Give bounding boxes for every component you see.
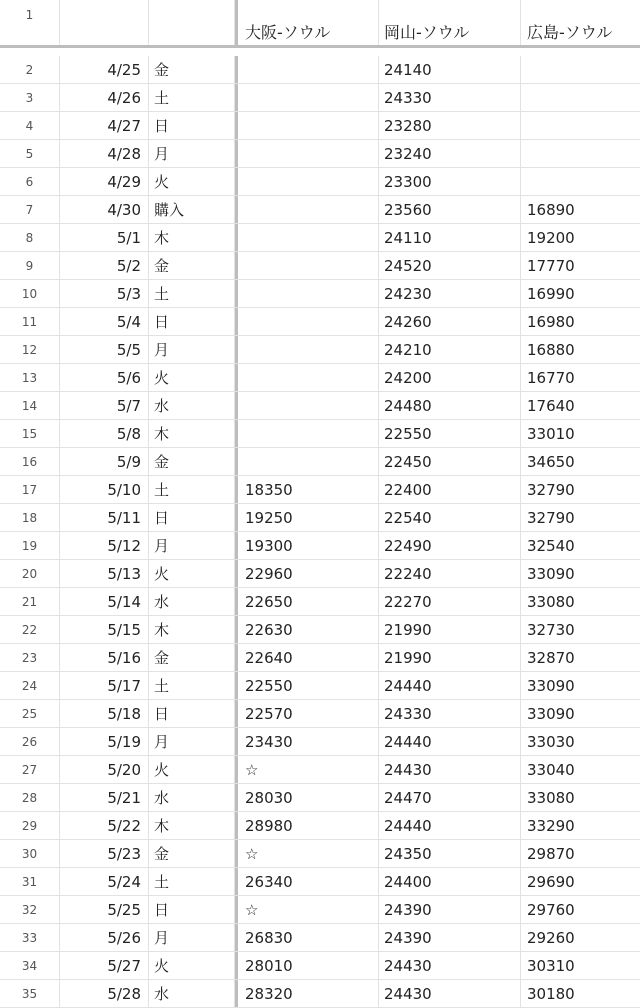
day-cell[interactable]: 金	[149, 448, 235, 475]
row-number[interactable]: 23	[0, 644, 60, 671]
row-number[interactable]: 14	[0, 392, 60, 419]
date-cell[interactable]: 5/12	[60, 532, 149, 559]
okayama-seoul-cell[interactable]: 24200	[379, 364, 521, 391]
hiroshima-seoul-cell[interactable]: 16880	[527, 340, 575, 359]
table-row	[0, 532, 640, 560]
table-row	[0, 392, 640, 420]
hiroshima-seoul-cell[interactable]: 32870	[527, 648, 575, 667]
day-cell[interactable]: 水	[149, 588, 235, 615]
date-cell[interactable]: 5/6	[60, 364, 149, 391]
date-cell[interactable]: 5/27	[60, 952, 149, 979]
hiroshima-seoul-cell[interactable]: 33080	[527, 592, 575, 611]
okayama-seoul-cell[interactable]: 23560	[379, 196, 521, 223]
date-cell[interactable]: 5/18	[60, 700, 149, 727]
table-row	[0, 168, 640, 196]
row-number[interactable]: 2	[0, 56, 60, 83]
osaka-seoul-cell[interactable]	[235, 252, 379, 279]
row-number[interactable]: 35	[0, 980, 60, 1007]
okayama-seoul-cell[interactable]: 22240	[379, 560, 521, 587]
osaka-seoul-cell[interactable]: 22650	[235, 588, 379, 615]
date-cell[interactable]: 5/13	[60, 560, 149, 587]
okayama-seoul-cell[interactable]: 24400	[379, 868, 521, 895]
hiroshima-seoul-cell[interactable]: 17640	[527, 396, 575, 415]
table-row	[0, 756, 640, 784]
day-cell[interactable]: 日	[149, 896, 235, 923]
hiroshima-seoul-cell[interactable]: 16990	[527, 284, 575, 303]
okayama-seoul-cell[interactable]: 24440	[379, 812, 521, 839]
date-cell[interactable]: 5/19	[60, 728, 149, 755]
table-row	[0, 140, 640, 168]
day-cell[interactable]: 金	[149, 644, 235, 671]
table-row	[0, 560, 640, 588]
hiroshima-seoul-cell[interactable]: 29760	[527, 900, 575, 919]
okayama-seoul-cell[interactable]: 21990	[379, 616, 521, 643]
date-cell[interactable]: 4/29	[60, 168, 149, 195]
table-row	[0, 728, 640, 756]
row-number[interactable]: 25	[0, 700, 60, 727]
day-cell[interactable]: 水	[149, 392, 235, 419]
hiroshima-seoul-cell[interactable]	[521, 112, 640, 139]
date-cell[interactable]: 5/21	[60, 784, 149, 811]
table-row	[0, 980, 640, 1008]
osaka-seoul-cell[interactable]: 26830	[235, 924, 379, 951]
osaka-seoul-cell[interactable]	[235, 336, 379, 363]
day-cell[interactable]: 金	[149, 252, 235, 279]
date-cell[interactable]: 5/5	[60, 336, 149, 363]
hiroshima-seoul-cell[interactable]: 32540	[527, 536, 575, 555]
table-row	[0, 868, 640, 896]
day-cell[interactable]: 月	[149, 728, 235, 755]
row-number[interactable]: 16	[0, 448, 60, 475]
row-number[interactable]: 34	[0, 952, 60, 979]
date-cell[interactable]: 5/26	[60, 924, 149, 951]
okayama-seoul-cell[interactable]: 24140	[379, 56, 521, 83]
okayama-seoul-cell[interactable]: 22550	[379, 420, 521, 447]
hiroshima-seoul-cell[interactable]: 33030	[527, 732, 575, 751]
row-number[interactable]: 8	[0, 224, 60, 251]
date-cell[interactable]: 4/30	[60, 196, 149, 223]
table-row	[0, 84, 640, 112]
hiroshima-seoul-cell[interactable]: 33090	[527, 564, 575, 583]
okayama-seoul-cell[interactable]: 24480	[379, 392, 521, 419]
okayama-seoul-cell[interactable]: 24520	[379, 252, 521, 279]
okayama-seoul-cell[interactable]: 23240	[379, 140, 521, 167]
table-row	[0, 588, 640, 616]
hiroshima-seoul-cell[interactable]: 30180	[527, 984, 575, 1003]
osaka-seoul-cell[interactable]: 22570	[235, 700, 379, 727]
osaka-seoul-cell[interactable]: ☆	[235, 840, 379, 867]
row-number[interactable]: 10	[0, 280, 60, 307]
day-cell[interactable]: 木	[149, 616, 235, 643]
hiroshima-seoul-cell[interactable]: 33040	[527, 760, 575, 779]
day-cell[interactable]: 土	[149, 84, 235, 111]
hiroshima-seoul-cell[interactable]: 16980	[527, 312, 575, 331]
okayama-seoul-cell[interactable]: 24430	[379, 980, 521, 1007]
osaka-seoul-cell[interactable]	[235, 308, 379, 335]
okayama-seoul-cell[interactable]: 24440	[379, 728, 521, 755]
hiroshima-seoul-cell[interactable]: 29870	[527, 844, 575, 863]
day-cell[interactable]: 購入	[149, 196, 235, 223]
day-cell[interactable]: 火	[149, 560, 235, 587]
okayama-seoul-cell[interactable]: 21990	[379, 644, 521, 671]
date-cell[interactable]: 5/24	[60, 868, 149, 895]
hiroshima-seoul-cell[interactable]: 32790	[527, 508, 575, 527]
osaka-seoul-cell[interactable]: 22960	[235, 560, 379, 587]
day-cell[interactable]: 木	[149, 812, 235, 839]
header-cell-date[interactable]	[60, 0, 149, 45]
row-number[interactable]: 13	[0, 364, 60, 391]
day-cell[interactable]: 火	[149, 364, 235, 391]
date-cell[interactable]: 4/28	[60, 140, 149, 167]
table-row	[0, 336, 640, 364]
row-number[interactable]: 15	[0, 420, 60, 447]
osaka-seoul-cell[interactable]: 28010	[235, 952, 379, 979]
hiroshima-seoul-cell[interactable]: 30310	[527, 956, 575, 975]
day-cell[interactable]: 月	[149, 532, 235, 559]
date-cell[interactable]: 5/7	[60, 392, 149, 419]
day-cell[interactable]: 火	[149, 168, 235, 195]
hiroshima-seoul-cell[interactable]: 34650	[527, 452, 575, 471]
osaka-seoul-cell[interactable]	[235, 448, 379, 475]
row-number[interactable]: 11	[0, 308, 60, 335]
osaka-seoul-cell[interactable]: 23430	[235, 728, 379, 755]
date-cell[interactable]: 5/2	[60, 252, 149, 279]
date-cell[interactable]: 4/25	[60, 56, 149, 83]
osaka-seoul-cell[interactable]: 28980	[235, 812, 379, 839]
date-cell[interactable]: 5/1	[60, 224, 149, 251]
okayama-seoul-cell[interactable]: 24430	[379, 952, 521, 979]
date-cell[interactable]: 5/23	[60, 840, 149, 867]
hiroshima-seoul-cell[interactable]	[521, 84, 640, 111]
date-cell[interactable]: 5/16	[60, 644, 149, 671]
date-cell[interactable]: 5/9	[60, 448, 149, 475]
row-number[interactable]: 32	[0, 896, 60, 923]
osaka-seoul-cell[interactable]	[235, 392, 379, 419]
hiroshima-seoul-cell[interactable]: 17770	[527, 256, 575, 275]
date-cell[interactable]: 5/4	[60, 308, 149, 335]
date-cell[interactable]: 5/3	[60, 280, 149, 307]
row-number[interactable]: 4	[0, 112, 60, 139]
day-cell[interactable]: 土	[149, 672, 235, 699]
table-row	[0, 308, 640, 336]
row-number[interactable]: 21	[0, 588, 60, 615]
table-row	[0, 476, 640, 504]
osaka-seoul-cell[interactable]: 19250	[235, 504, 379, 531]
osaka-seoul-cell[interactable]	[235, 140, 379, 167]
day-cell[interactable]: 金	[149, 840, 235, 867]
header-row	[0, 0, 640, 48]
day-cell[interactable]: 月	[149, 140, 235, 167]
row-number[interactable]: 29	[0, 812, 60, 839]
row-number[interactable]: 27	[0, 756, 60, 783]
row-number[interactable]: 18	[0, 504, 60, 531]
table-row	[0, 112, 640, 140]
row-number[interactable]: 26	[0, 728, 60, 755]
osaka-seoul-cell[interactable]: 22630	[235, 616, 379, 643]
osaka-seoul-cell[interactable]: 22550	[235, 672, 379, 699]
date-cell[interactable]: 4/27	[60, 112, 149, 139]
day-cell[interactable]: 日	[149, 700, 235, 727]
okayama-seoul-cell[interactable]: 23300	[379, 168, 521, 195]
table-row	[0, 840, 640, 868]
row-number[interactable]: 17	[0, 476, 60, 503]
okayama-seoul-cell[interactable]: 24330	[379, 84, 521, 111]
osaka-seoul-cell[interactable]: 26340	[235, 868, 379, 895]
day-cell[interactable]: 月	[149, 924, 235, 951]
hiroshima-seoul-cell[interactable]: 32730	[527, 620, 575, 639]
date-cell[interactable]: 5/25	[60, 896, 149, 923]
day-cell[interactable]: 土	[149, 280, 235, 307]
row-number[interactable]: 28	[0, 784, 60, 811]
okayama-seoul-cell[interactable]: 24330	[379, 700, 521, 727]
header-cell-day[interactable]	[149, 0, 235, 45]
okayama-seoul-cell[interactable]: 24390	[379, 924, 521, 951]
hiroshima-seoul-cell[interactable]: 33290	[527, 816, 575, 835]
hiroshima-seoul-cell[interactable]	[521, 168, 640, 195]
table-row	[0, 448, 640, 476]
okayama-seoul-cell[interactable]: 24440	[379, 672, 521, 699]
osaka-seoul-cell[interactable]	[235, 224, 379, 251]
hiroshima-seoul-cell[interactable]: 16890	[527, 200, 575, 219]
day-cell[interactable]: 木	[149, 224, 235, 251]
row-number[interactable]: 12	[0, 336, 60, 363]
row-number[interactable]: 1	[0, 0, 60, 45]
okayama-seoul-cell[interactable]: 24260	[379, 308, 521, 335]
okayama-seoul-cell[interactable]: 24430	[379, 756, 521, 783]
okayama-seoul-cell[interactable]: 22270	[379, 588, 521, 615]
osaka-seoul-cell[interactable]	[235, 112, 379, 139]
hiroshima-seoul-cell[interactable]: 33080	[527, 788, 575, 807]
day-cell[interactable]: 日	[149, 504, 235, 531]
row-number[interactable]: 31	[0, 868, 60, 895]
okayama-seoul-cell[interactable]: 24390	[379, 896, 521, 923]
osaka-seoul-cell[interactable]	[235, 168, 379, 195]
okayama-seoul-cell[interactable]: 23280	[379, 112, 521, 139]
osaka-seoul-cell[interactable]: ☆	[235, 896, 379, 923]
date-cell[interactable]: 4/26	[60, 84, 149, 111]
row-number[interactable]: 20	[0, 560, 60, 587]
day-cell[interactable]: 火	[149, 756, 235, 783]
date-cell[interactable]: 5/14	[60, 588, 149, 615]
osaka-seoul-cell[interactable]: 28030	[235, 784, 379, 811]
table-row	[0, 644, 640, 672]
hiroshima-seoul-cell[interactable]: 16770	[527, 368, 575, 387]
okayama-seoul-cell[interactable]: 22490	[379, 532, 521, 559]
date-cell[interactable]: 5/28	[60, 980, 149, 1007]
header-cell-osaka-seoul[interactable]: 大阪-ソウル	[235, 0, 379, 45]
table-row	[0, 224, 640, 252]
row-number[interactable]: 9	[0, 252, 60, 279]
hiroshima-seoul-cell[interactable]: 33010	[527, 424, 575, 443]
day-cell[interactable]: 火	[149, 952, 235, 979]
osaka-seoul-cell[interactable]	[235, 364, 379, 391]
okayama-seoul-cell[interactable]: 24110	[379, 224, 521, 251]
table-row	[0, 56, 640, 84]
hiroshima-seoul-cell[interactable]	[521, 140, 640, 167]
table-row	[0, 952, 640, 980]
row-number[interactable]: 3	[0, 84, 60, 111]
table-row	[0, 924, 640, 952]
row-number[interactable]: 24	[0, 672, 60, 699]
day-cell[interactable]: 木	[149, 420, 235, 447]
day-cell[interactable]: 水	[149, 980, 235, 1007]
day-cell[interactable]: 月	[149, 336, 235, 363]
date-cell[interactable]: 5/8	[60, 420, 149, 447]
row-number[interactable]: 33	[0, 924, 60, 951]
hiroshima-seoul-cell[interactable]: 29260	[527, 928, 575, 947]
date-cell[interactable]: 5/11	[60, 504, 149, 531]
table-row	[0, 364, 640, 392]
hiroshima-seoul-cell[interactable]: 33090	[527, 704, 575, 723]
osaka-seoul-cell[interactable]	[235, 420, 379, 447]
row-number[interactable]: 30	[0, 840, 60, 867]
table-row	[0, 812, 640, 840]
date-cell[interactable]: 5/10	[60, 476, 149, 503]
day-cell[interactable]: 水	[149, 784, 235, 811]
hiroshima-seoul-cell[interactable]: 19200	[527, 228, 575, 247]
okayama-seoul-cell[interactable]: 22400	[379, 476, 521, 503]
table-row	[0, 420, 640, 448]
table-row	[0, 252, 640, 280]
hiroshima-seoul-cell[interactable]	[521, 56, 640, 83]
osaka-seoul-cell[interactable]	[235, 280, 379, 307]
hiroshima-seoul-cell[interactable]: 29690	[527, 872, 575, 891]
day-cell[interactable]: 土	[149, 476, 235, 503]
day-cell[interactable]: 日	[149, 112, 235, 139]
osaka-seoul-cell[interactable]: 19300	[235, 532, 379, 559]
osaka-seoul-cell[interactable]	[235, 56, 379, 83]
table-row	[0, 700, 640, 728]
osaka-seoul-cell[interactable]	[235, 196, 379, 223]
header-cell-okayama-seoul[interactable]: 岡山-ソウル	[379, 0, 521, 45]
table-row	[0, 504, 640, 532]
day-cell[interactable]: 日	[149, 308, 235, 335]
okayama-seoul-cell[interactable]: 22540	[379, 504, 521, 531]
date-cell[interactable]: 5/17	[60, 672, 149, 699]
table-row	[0, 784, 640, 812]
osaka-seoul-cell[interactable]: 28320	[235, 980, 379, 1007]
row-number[interactable]: 5	[0, 140, 60, 167]
table-row	[0, 280, 640, 308]
osaka-seoul-cell[interactable]: ☆	[235, 756, 379, 783]
table-row	[0, 896, 640, 924]
table-row	[0, 672, 640, 700]
table-row	[0, 196, 640, 224]
osaka-seoul-cell[interactable]: 22640	[235, 644, 379, 671]
header-cell-hiroshima-seoul[interactable]: 広島-ソウル	[527, 23, 613, 42]
hiroshima-seoul-cell[interactable]: 32790	[527, 480, 575, 499]
row-number[interactable]: 6	[0, 168, 60, 195]
row-number[interactable]: 22	[0, 616, 60, 643]
day-cell[interactable]: 土	[149, 868, 235, 895]
day-cell[interactable]: 金	[149, 56, 235, 83]
date-cell[interactable]: 5/22	[60, 812, 149, 839]
osaka-seoul-cell[interactable]: 18350	[235, 476, 379, 503]
okayama-seoul-cell[interactable]: 24350	[379, 840, 521, 867]
row-number[interactable]: 19	[0, 532, 60, 559]
date-cell[interactable]: 5/20	[60, 756, 149, 783]
row-number[interactable]: 7	[0, 196, 60, 223]
osaka-seoul-cell[interactable]	[235, 84, 379, 111]
okayama-seoul-cell[interactable]: 24470	[379, 784, 521, 811]
okayama-seoul-cell[interactable]: 22450	[379, 448, 521, 475]
okayama-seoul-cell[interactable]: 24230	[379, 280, 521, 307]
table-row	[0, 616, 640, 644]
hiroshima-seoul-cell[interactable]: 33090	[527, 676, 575, 695]
date-cell[interactable]: 5/15	[60, 616, 149, 643]
okayama-seoul-cell[interactable]: 24210	[379, 336, 521, 363]
